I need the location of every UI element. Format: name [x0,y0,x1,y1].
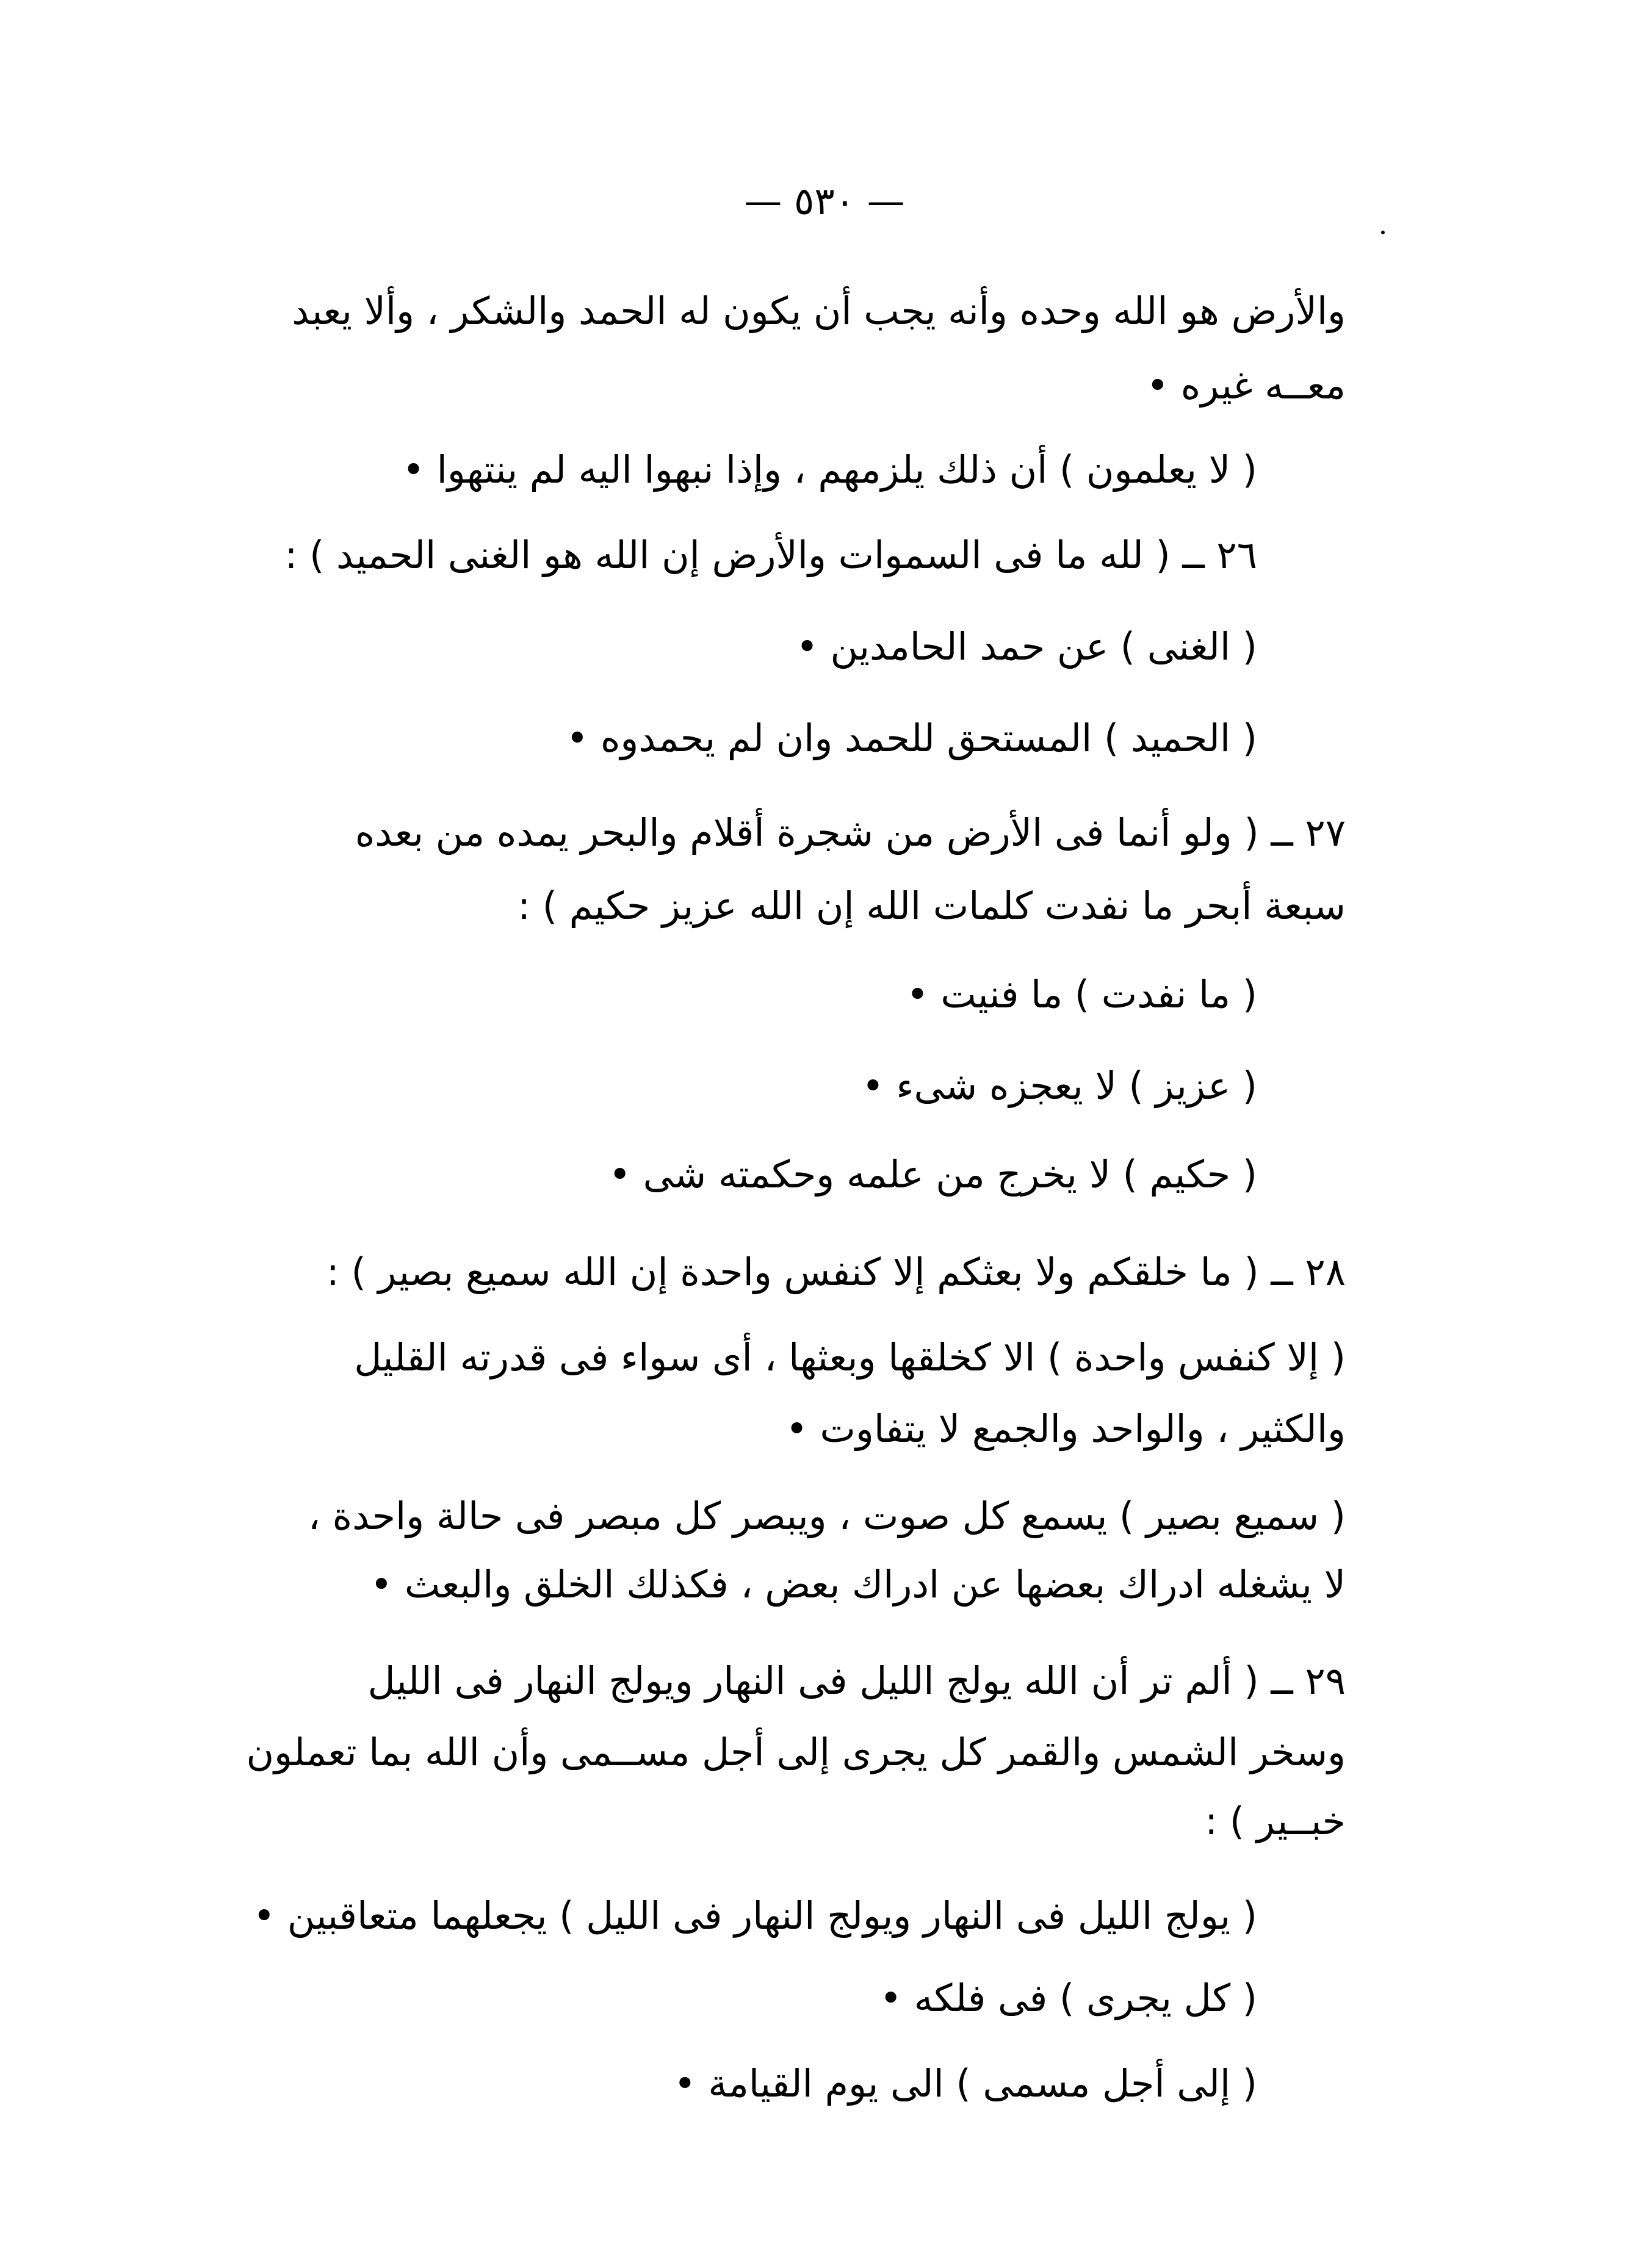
text-line-20: ( يولج الليل فى النهار ويولج النهار فى الليل ) يجعلهما متعاقبين • [253,1893,1257,1938]
page-number: — ٥٣٠ — [744,179,905,223]
text-line-19: خبــير ) : [1205,1799,1346,1843]
text-line-1: والأرض هو الله وحده وأنه يجب أن يكون له الحمد والشكر ، وألا يعبد [292,289,1346,333]
text-line-10: ( عزيز ) لا يعجزه شىء • [862,1064,1257,1108]
text-line-21: ( كل يجرى ) فى فلكه • [879,1976,1257,2020]
text-line-15: ( سميع بصير ) يسمع كل صوت ، ويبصر كل مبصر فى حالة واحدة ، [308,1494,1346,1538]
text-line-11: ( حكيم ) لا يخرج من علمه وحكمته شى • [608,1152,1257,1197]
text-line-14: والكثير ، والواحد والجمع لا يتفاوت • [785,1406,1346,1451]
text-line-17: ٢٩ ــ ( ألم تر أن الله يولج الليل فى النهار ويولج النهار فى الليل [367,1658,1346,1703]
text-line-3: ( لا يعلمون ) أن ذلك يلزمهم ، وإذا نبهوا اليه لم ينتهوا • [402,447,1257,492]
text-line-5: ( الغنى ) عن حمد الحامدين • [796,624,1257,669]
text-line-4: ٢٦ ــ ( لله ما فى السموات والأرض إن الله هو الغنى الحميد ) : [284,533,1257,577]
text-line-22: ( إلى أجل مسمى ) الى يوم القيامة • [674,2061,1257,2106]
scan-speck [1381,231,1385,234]
text-line-13: ( إلا كنفس واحدة ) الا كخلقها وبعثها ، أى سواء فى قدرته القليل [354,1335,1346,1380]
text-line-8: سبعة أبحر ما نفدت كلمات الله إن الله عزيز حكيم ) : [518,884,1346,928]
text-line-9: ( ما نفدت ) ما فنيت • [906,972,1257,1017]
text-line-12: ٢٨ ــ ( ما خلقكم ولا بعثكم إلا كنفس واحدة إن الله سميع بصير ) : [326,1250,1346,1294]
text-line-16: لا يشغله ادراك بعضها عن ادراك بعض ، فكذلك الخلق والبعث • [370,1562,1346,1607]
text-line-7: ٢٧ ــ ( ولو أنما فى الأرض من شجرة أقلام والبحر يمده من بعده [355,810,1346,855]
text-line-18: وسخر الشمس والقمر كل يجرى إلى أجل مســمى وأن الله بما تعملون [246,1730,1346,1774]
text-line-2: معــه غيره • [1146,363,1346,408]
text-line-6: ( الحميد ) المستحق للحمد وان لم يحمدوه • [566,716,1257,760]
